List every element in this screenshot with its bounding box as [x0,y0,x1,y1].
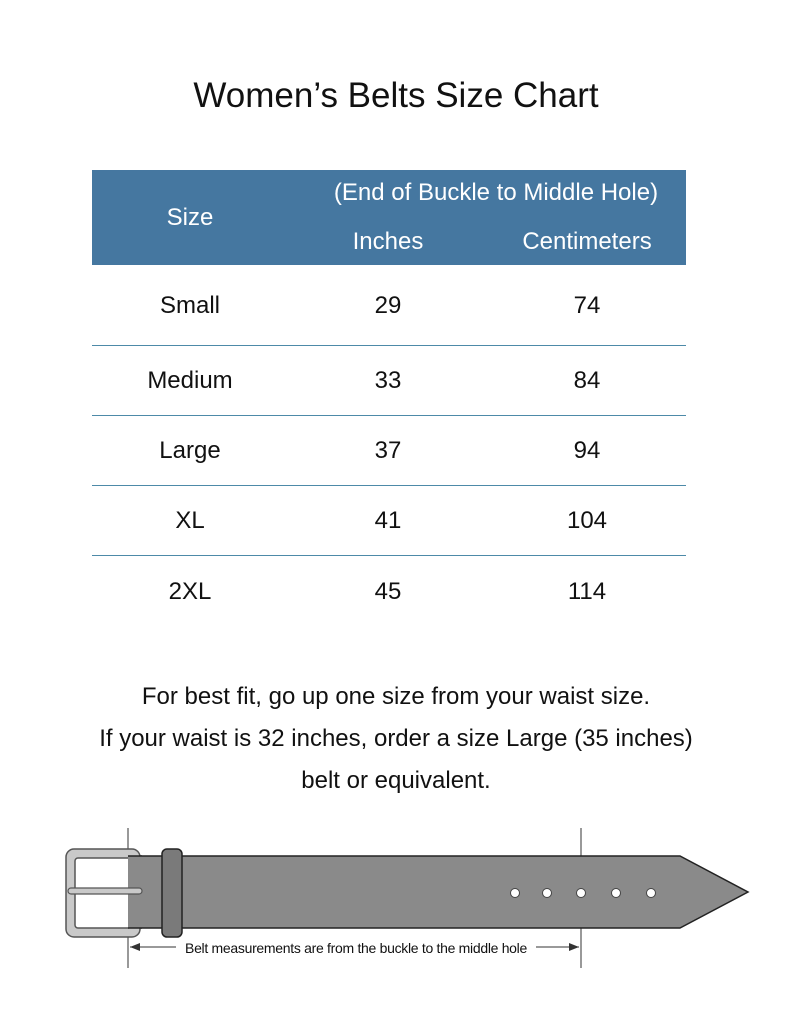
table-header [92,170,686,265]
fit-note-line-1: For best fit, go up one size from your waist size. [141,683,651,710]
table-row [92,486,686,556]
cm-cell: 94 [573,437,601,464]
cm-cell: 74 [573,292,601,319]
belt-diagram [0,820,792,980]
table-row [92,346,686,416]
arrow-head-right-icon [569,943,579,951]
cm-cell: 114 [567,578,607,605]
belt-middle-hole [577,889,586,898]
belt-hole [612,889,621,898]
inches-cell: 37 [374,437,402,464]
header-measurement-note: (End of Buckle to Middle Hole) [333,179,659,206]
fit-note-line-3: belt or equivalent. [301,767,491,794]
table-row [92,416,686,486]
header-size: Size [166,204,214,231]
size-cell: 2XL [168,578,212,605]
belt-keeper-loop [162,849,182,937]
header-centimeters: Centimeters [522,228,652,255]
size-cell: XL [175,507,205,534]
belt-hole [647,889,656,898]
inches-cell: 29 [374,292,402,319]
belt-hole [543,889,552,898]
page-title: Women’s Belts Size Chart [193,76,599,115]
table-row [92,271,686,341]
table-row [92,557,686,627]
buckle-prong [68,888,142,894]
fit-note [0,676,792,802]
header-inches: Inches [352,228,424,255]
size-cell: Large [159,437,221,464]
belt-caption: Belt measurements are from the buckle to the middle hole [176,940,536,956]
cm-cell: 104 [566,507,608,534]
inches-cell: 45 [374,578,402,605]
row-divider [92,555,686,556]
size-cell: Medium [147,367,233,394]
cm-cell: 84 [573,367,601,394]
fit-note-line-2: If your waist is 32 inches, order a size Large (35 inches) [99,725,693,752]
arrow-head-left-icon [130,943,140,951]
belt-hole [511,889,520,898]
inches-cell: 33 [374,367,402,394]
inches-cell: 41 [374,507,402,534]
size-cell: Small [159,292,220,319]
